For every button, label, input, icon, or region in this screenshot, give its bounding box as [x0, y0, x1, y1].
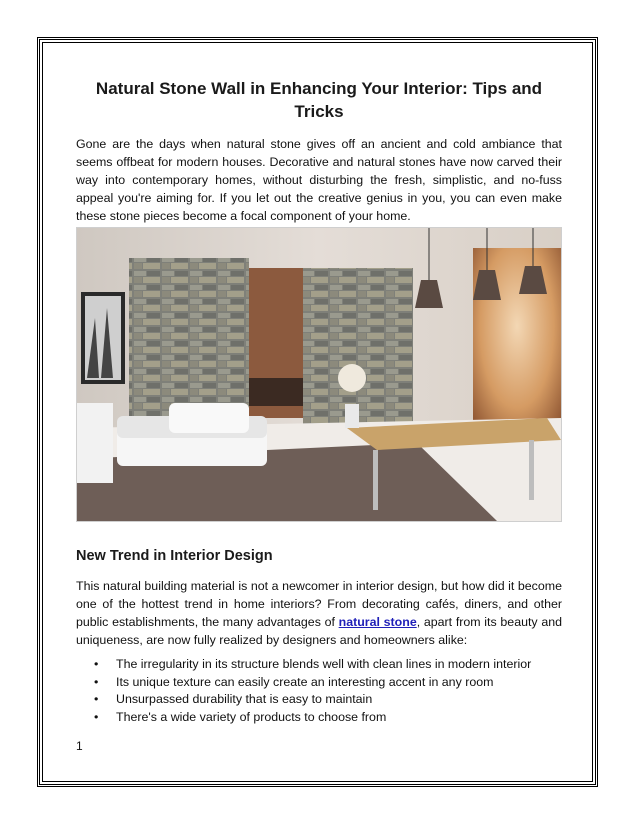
list-item — [94, 691, 564, 709]
section-heading: New Trend in Interior Design — [76, 548, 273, 564]
interior-photo — [76, 227, 562, 522]
section-text-before: This natural building material is not a newcomer in interior design, but how did it become one of the hottest trend in home interiors? From decorating cafés, diners, and other public establishments, the many advantages of — [76, 579, 562, 629]
bullet-icon: • — [94, 657, 99, 671]
natural-stone-link[interactable]: natural stone — [338, 615, 417, 629]
list-item — [94, 656, 564, 674]
intro-paragraph: Gone are the days when natural stone gives off an ancient and cold ambiance that seems offbeat for modern houses. Decorative and natural stones have now carved their way into contemporary homes, without disturbing the fresh, simplistic, and no-fuss appeal you're aiming for. If you let out the creative genius in you, you can even make these stone pieces become a focal component of your home. — [76, 137, 562, 223]
bullet-icon: • — [94, 692, 99, 706]
advantages-list — [94, 656, 564, 726]
list-item-text: The irregularity in its structure blends well with clean lines in modern interior — [116, 657, 532, 671]
bullet-icon: • — [94, 709, 99, 724]
page-number: 1 — [76, 739, 83, 753]
list-item-text: Unsurpassed durability that is easy to maintain — [116, 692, 373, 706]
list-item-text: Its unique texture can easily create an interesting accent in any room — [116, 674, 494, 689]
list-item — [94, 674, 564, 692]
section-text-after: , apart from its beauty and uniqueness, are now fully realized by designers and homeowners alike: — [76, 615, 562, 647]
bullet-icon: • — [94, 674, 99, 689]
document-title: Natural Stone Wall in Enhancing Your Interior: Tips and Tricks — [95, 79, 543, 121]
section-paragraph — [76, 577, 562, 649]
list-item-text: There's a wide variety of products to choose from — [116, 709, 387, 724]
list-item — [94, 709, 564, 727]
